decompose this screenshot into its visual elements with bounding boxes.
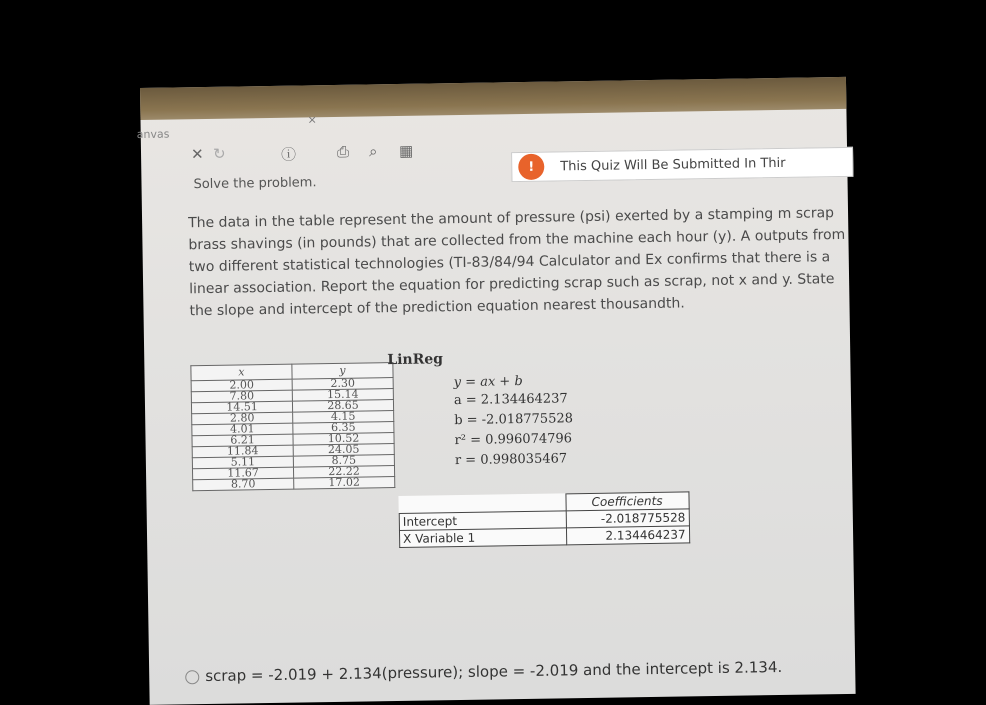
radio-button[interactable] <box>185 670 199 684</box>
y-cell: 10.52 <box>293 433 394 446</box>
coef-value: -2.018775528 <box>566 509 689 528</box>
coefficients-table <box>398 491 689 548</box>
quiz-banner-text: This Quiz Will Be Submitted In Thir <box>560 155 786 174</box>
quiz-timer-banner <box>511 147 853 182</box>
x-cell: 2.00 <box>191 379 292 392</box>
y-cell: 28.65 <box>292 400 393 413</box>
x-cell: 11.84 <box>192 445 293 458</box>
linreg-b: b = -2.018775528 <box>454 411 574 429</box>
answer-option[interactable] <box>185 658 782 685</box>
data-table <box>190 362 395 491</box>
linreg-equation: y = ax + b <box>453 374 523 391</box>
y-cell: 17.02 <box>294 477 395 490</box>
y-cell: 8.75 <box>293 455 394 468</box>
y-cell: 22.22 <box>293 466 394 479</box>
print-icon[interactable]: ⎙ <box>336 142 350 161</box>
linreg-r: r = 0.998035467 <box>454 451 568 469</box>
monitor-bezel <box>140 77 846 120</box>
linreg-title: LinReg <box>387 351 444 369</box>
x-cell: 6.21 <box>192 434 293 447</box>
alert-icon: ! <box>518 154 544 180</box>
y-cell: 6.35 <box>293 422 394 435</box>
linreg-a: a = 2.134464237 <box>453 391 568 409</box>
screen <box>136 77 856 705</box>
x-cell: 4.01 <box>192 423 293 436</box>
column-header-x: x <box>191 364 292 381</box>
table-row <box>193 477 395 491</box>
x-cell: 7.80 <box>191 390 292 403</box>
coef-header: Coefficients <box>565 492 688 511</box>
browser-tab-label[interactable]: anvas <box>136 127 170 142</box>
instruction-text: Solve the problem. <box>193 175 317 193</box>
x-cell: 5.11 <box>192 456 293 469</box>
coef-label: Intercept <box>399 511 566 531</box>
info-icon[interactable]: ⓘ <box>280 145 297 164</box>
problem-statement: The data in the table represent the amount of pressure (psi) exerted by a stamping m scrap brass shavings (in pounds) that are collected from the machine each hour (y). A outputs from two different statistical technologies (TI-83/84/94 Calculator and Ex confirms that there is a linear association. Report the equation for predicting scrap such as scrap, not x and y. State the slope and intercept of the prediction equation nearest thousandth. <box>188 205 846 320</box>
close-tab-icon[interactable]: × <box>307 113 317 127</box>
close-icon[interactable]: ✕ <box>190 145 204 164</box>
x-cell: 8.70 <box>193 478 294 491</box>
x-cell: 11.67 <box>192 467 293 480</box>
x-cell: 14.51 <box>191 401 292 414</box>
refresh-icon[interactable]: ↻ <box>212 144 226 163</box>
y-cell: 24.05 <box>293 444 394 457</box>
y-cell: 4.15 <box>293 411 394 424</box>
table-row <box>399 526 689 548</box>
coef-value: 2.134464237 <box>566 526 689 545</box>
y-cell: 2.30 <box>292 378 393 391</box>
column-header-y: y <box>292 363 393 380</box>
coef-label: X Variable 1 <box>399 528 566 548</box>
answer-text: scrap = -2.019 + 2.134(pressure); slope = -2.019 and the intercept is 2.134. <box>205 657 783 686</box>
linreg-r2: r² = 0.996074796 <box>454 431 573 449</box>
x-cell: 2.80 <box>192 412 293 425</box>
calculator-icon[interactable]: ▦ <box>398 141 414 160</box>
linreg-output <box>387 351 574 469</box>
search-icon[interactable]: ⌕ <box>368 142 378 161</box>
y-cell: 15.14 <box>292 389 393 402</box>
